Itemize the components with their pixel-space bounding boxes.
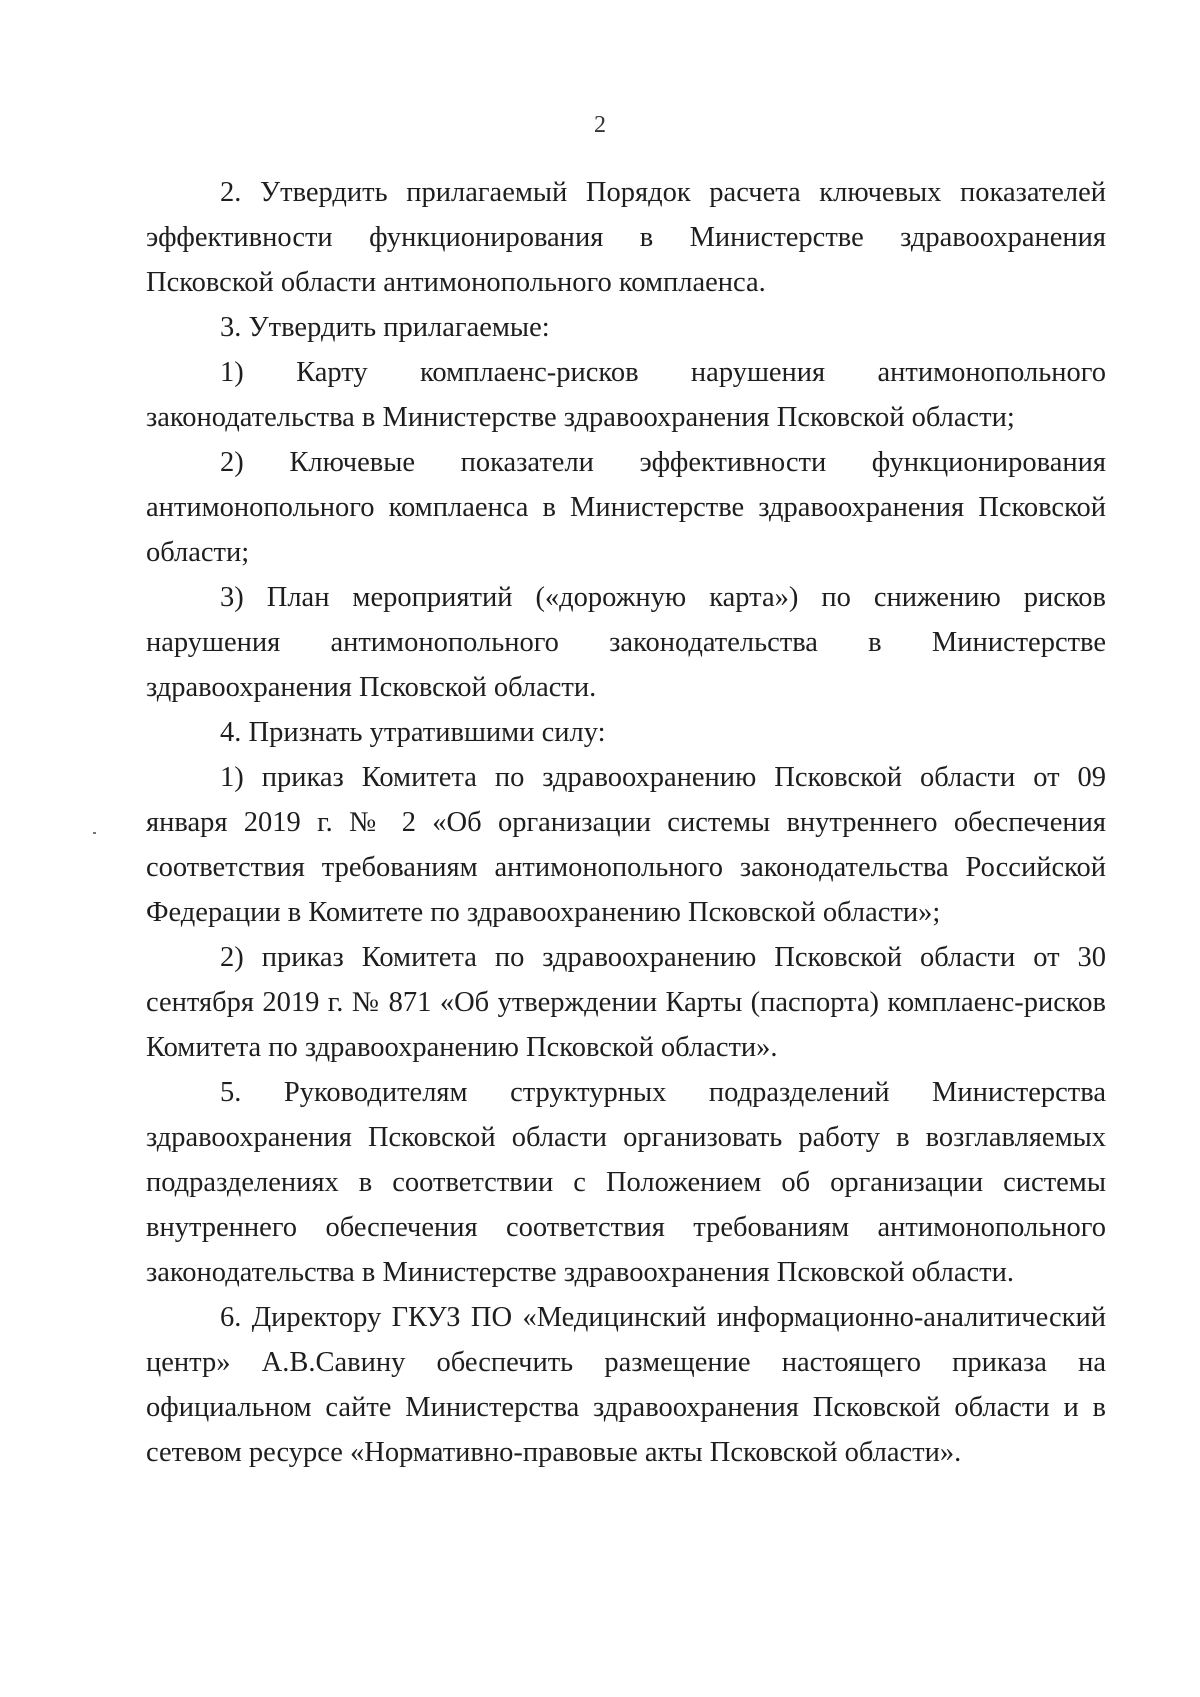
paragraph-item-3-1: 1) Карту комплаенс-рисков нарушения антимонопольного законодательства в Министерстве здравоохранения Псковской области; [146, 357, 1106, 433]
paragraph-item-5: 5. Руководителям структурных подразделений Министерства здравоохранения Псковской области организовать работу в возглавляемых подразделениях в соответствии с Положением об организации системы внутреннего обеспечения соответствия требованиям антимонопольного законодательства в Министерстве здравоохранения Псковской области. [146, 1077, 1106, 1288]
paragraph-item-3-3: 3) План мероприятий («дорожную карта») по снижению рисков нарушения антимонопольного законодательства в Министерстве здравоохранения Псковской области. [146, 582, 1106, 703]
page-number: 2 [594, 112, 606, 138]
paragraph-item-2: 2. Утвердить прилагаемый Порядок расчета ключевых показателей эффективности функционирования в Министерстве здравоохранения Псковской области антимонопольного комплаенса. [146, 177, 1106, 298]
document-body [146, 170, 1106, 1475]
scan-artifact [93, 832, 96, 834]
paragraph-item-3-2: 2) Ключевые показатели эффективности функционирования антимонопольного комплаенса в Министерстве здравоохранения Псковской области; [146, 447, 1106, 568]
paragraph-item-4: 4. Признать утратившими силу: [220, 717, 606, 748]
paragraph-item-6: 6. Директору ГКУЗ ПО «Медицинский информационно-аналитический центр» А.В.Савину обеспечить размещение настоящего приказа на официальном сайте Министерства здравоохранения Псковской области и в сетевом ресурсе «Нормативно-правовые акты Псковской области». [146, 1302, 1106, 1468]
paragraph-item-3: 3. Утвердить прилагаемые: [220, 312, 550, 343]
paragraph-item-4-1: 1) приказ Комитета по здравоохранению Псковской области от 09 января 2019 г. № 2 «Об организации системы внутреннего обеспечения соответствия требованиям антимонопольного законодательства Российской Федерации в Комитете по здравоохранению Псковской области»; [146, 762, 1106, 928]
paragraph-item-4-2: 2) приказ Комитета по здравоохранению Псковской области от 30 сентября 2019 г. № 871 «Об утверждении Карты (паспорта) комплаенс-рисков Комитета по здравоохранению Псковской области». [146, 942, 1106, 1063]
